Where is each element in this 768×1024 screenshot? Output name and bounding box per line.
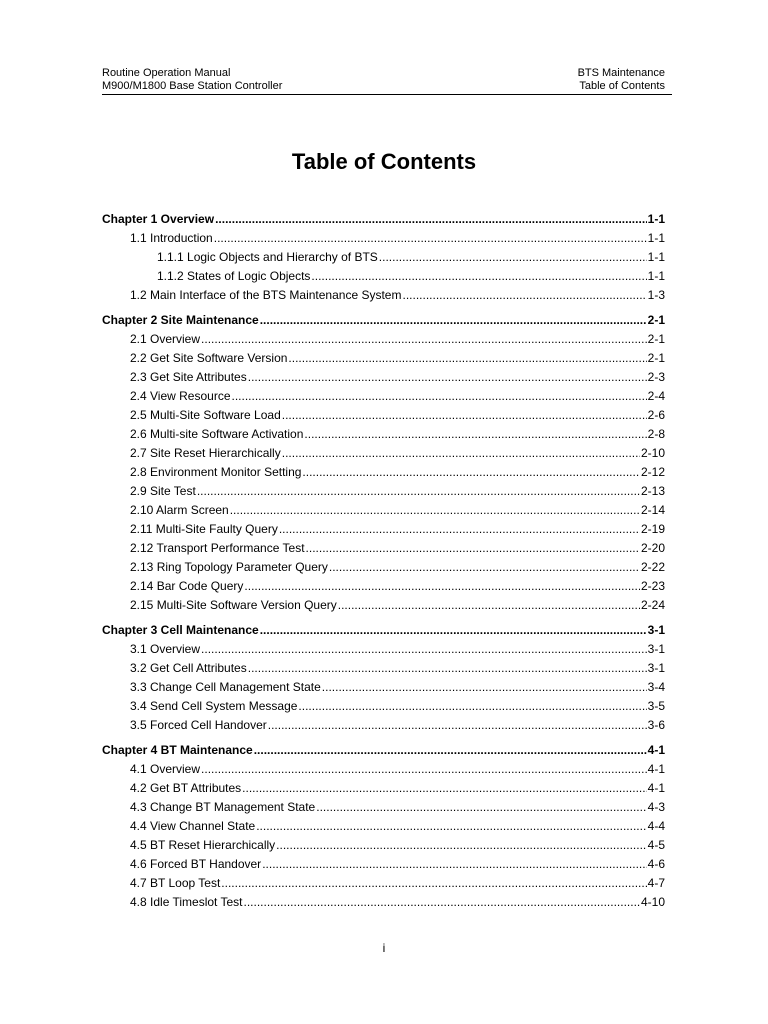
toc-entry-page: 2-19 <box>640 522 665 536</box>
toc-entry-page: 4-7 <box>647 876 665 890</box>
toc-subsection-entry[interactable] <box>102 248 665 267</box>
toc-dot-leader <box>248 659 647 678</box>
toc-entry-title: 2.14 Bar Code Query <box>130 579 244 593</box>
toc-chapter-entry[interactable] <box>102 741 665 760</box>
toc-section-entry[interactable] <box>102 425 665 444</box>
toc-section-entry[interactable] <box>102 444 665 463</box>
toc-dot-leader <box>298 697 646 716</box>
toc-entry-title: 4.3 Change BT Management State <box>130 800 316 814</box>
toc-entry-page: 2-1 <box>647 313 665 327</box>
toc-dot-leader <box>268 716 647 735</box>
toc-entry-title: 2.2 Get Site Software Version <box>130 351 288 365</box>
toc-section-entry[interactable] <box>102 798 665 817</box>
toc-entry-page: 3-1 <box>647 623 665 637</box>
toc-section-entry[interactable] <box>102 558 665 577</box>
toc-entry-page: 2-1 <box>647 332 665 346</box>
toc-dot-leader <box>244 577 640 596</box>
toc-dot-leader <box>214 229 647 248</box>
toc-entry-title: 2.7 Site Reset Hierarchically <box>130 446 281 460</box>
toc-entry-page: 2-6 <box>647 408 665 422</box>
toc-dot-leader <box>254 741 647 760</box>
toc-entry-page: 3-5 <box>647 699 665 713</box>
toc-entry-title: 2.11 Multi-Site Faulty Query <box>130 522 278 536</box>
toc-entry-title: 3.4 Send Cell System Message <box>130 699 298 713</box>
toc-entry-page: 2-22 <box>640 560 665 574</box>
header-section-title: BTS Maintenance <box>577 67 665 79</box>
toc-entry-title: Chapter 3 Cell Maintenance <box>102 623 259 637</box>
toc-subsection-entry[interactable] <box>102 267 665 286</box>
toc-section-entry[interactable] <box>102 482 665 501</box>
toc-dot-leader <box>260 621 647 640</box>
header-section-subtitle: Table of Contents <box>579 80 665 92</box>
toc-entry-title: 2.12 Transport Performance Test <box>130 541 305 555</box>
toc-entry-title: 3.2 Get Cell Attributes <box>130 661 247 675</box>
toc-section-entry[interactable] <box>102 893 665 912</box>
toc-entry-page: 2-8 <box>647 427 665 441</box>
toc-entry-page: 1-1 <box>647 269 665 283</box>
toc-entry-title: 2.15 Multi-Site Software Version Query <box>130 598 337 612</box>
toc-section-entry[interactable] <box>102 855 665 874</box>
toc-entry-title: 2.9 Site Test <box>130 484 196 498</box>
toc-dot-leader <box>232 387 647 406</box>
toc-entry-page: 4-10 <box>640 895 665 909</box>
header-product-name: M900/M1800 Base Station Controller <box>102 80 283 92</box>
toc-section-entry[interactable] <box>102 817 665 836</box>
toc-dot-leader <box>402 286 646 305</box>
toc-entry-page: 2-3 <box>647 370 665 384</box>
toc-entry-title: Chapter 4 BT Maintenance <box>102 743 253 757</box>
toc-entry-page: 3-6 <box>647 718 665 732</box>
toc-dot-leader <box>201 640 647 659</box>
toc-dot-leader <box>379 248 647 267</box>
toc-dot-leader <box>244 893 640 912</box>
toc-chapter-entry[interactable] <box>102 311 665 330</box>
toc-entry-page: 2-23 <box>640 579 665 593</box>
toc-entry-page: 2-1 <box>647 351 665 365</box>
toc-section-entry[interactable] <box>102 387 665 406</box>
header-right <box>578 67 665 93</box>
toc-dot-leader <box>215 210 647 229</box>
toc-entry-page: 4-1 <box>647 743 665 757</box>
toc-entry-page: 4-5 <box>647 838 665 852</box>
toc-section-entry[interactable] <box>102 577 665 596</box>
toc-section-entry[interactable] <box>102 678 665 697</box>
toc-dot-leader <box>329 558 640 577</box>
toc-dot-leader <box>221 874 646 893</box>
toc-dot-leader <box>311 267 646 286</box>
toc-section-entry[interactable] <box>102 330 665 349</box>
toc-section-entry[interactable] <box>102 520 665 539</box>
toc-dot-leader <box>338 596 640 615</box>
toc-dot-leader <box>201 760 647 779</box>
toc-dot-leader <box>260 311 647 330</box>
toc-entry-title: 3.5 Forced Cell Handover <box>130 718 267 732</box>
toc-section-entry[interactable] <box>102 406 665 425</box>
page-title: Table of Contents <box>291 149 477 174</box>
toc-entry-page: 2-4 <box>647 389 665 403</box>
toc-entry-title: 3.3 Change Cell Management State <box>130 680 321 694</box>
toc-entry-page: 4-1 <box>647 781 665 795</box>
toc-entry-page: 2-13 <box>640 484 665 498</box>
toc-dot-leader <box>282 444 640 463</box>
toc-entry-title: 4.5 BT Reset Hierarchically <box>130 838 276 852</box>
toc-dot-leader <box>256 817 646 836</box>
toc-section-entry[interactable] <box>102 640 665 659</box>
toc-dot-leader <box>306 539 640 558</box>
toc-entry-page: 3-1 <box>647 661 665 675</box>
toc-entry-title: Chapter 2 Site Maintenance <box>102 313 259 327</box>
toc-entry-page: 4-1 <box>647 762 665 776</box>
toc-dot-leader <box>248 368 647 387</box>
toc-dot-leader <box>302 463 640 482</box>
toc-entry-page: 4-3 <box>647 800 665 814</box>
toc-dot-leader <box>288 349 646 368</box>
toc-section-entry[interactable] <box>102 659 665 678</box>
toc-section-entry[interactable] <box>102 501 665 520</box>
toc-section-entry[interactable] <box>102 463 665 482</box>
toc-entry-page: 4-4 <box>647 819 665 833</box>
toc-entry-page: 1-3 <box>647 288 665 302</box>
toc-section-entry[interactable] <box>102 539 665 558</box>
toc-dot-leader <box>279 520 640 539</box>
toc-entry-title: 1.1.2 States of Logic Objects <box>157 269 311 283</box>
toc-dot-leader <box>316 798 646 817</box>
toc-entry-title: 2.6 Multi-site Software Activation <box>130 427 304 441</box>
toc-dot-leader <box>197 482 640 501</box>
toc-entry-title: 4.1 Overview <box>130 762 201 776</box>
toc-entry-title: 3.1 Overview <box>130 642 201 656</box>
toc-dot-leader <box>322 678 647 697</box>
toc-section-entry[interactable] <box>102 229 665 248</box>
toc-chapter-entry[interactable] <box>102 621 665 640</box>
toc-entry-page: 2-12 <box>640 465 665 479</box>
toc-list <box>102 210 665 912</box>
toc-entry-title: 2.1 Overview <box>130 332 201 346</box>
toc-section-entry[interactable] <box>102 760 665 779</box>
toc-entry-title: Chapter 1 Overview <box>102 212 215 226</box>
toc-entry-title: 2.4 View Resource <box>130 389 231 403</box>
toc-dot-leader <box>282 406 647 425</box>
toc-entry-page: 1-1 <box>647 212 665 226</box>
toc-entry-title: 4.2 Get BT Attributes <box>130 781 242 795</box>
toc-section-entry[interactable] <box>102 716 665 735</box>
toc-entry-page: 1-1 <box>647 250 665 264</box>
header-manual-title: Routine Operation Manual <box>102 67 231 79</box>
toc-dot-leader <box>304 425 646 444</box>
toc-chapter-entry[interactable] <box>102 210 665 229</box>
page-footer <box>0 941 768 955</box>
toc-section-entry[interactable] <box>102 368 665 387</box>
toc-entry-page: 2-10 <box>640 446 665 460</box>
toc-entry-title: 2.13 Ring Topology Parameter Query <box>130 560 328 574</box>
toc-dot-leader <box>276 836 646 855</box>
toc-entry-page: 3-1 <box>647 642 665 656</box>
toc-entry-page: 3-4 <box>647 680 665 694</box>
toc-entry-page: 4-6 <box>647 857 665 871</box>
toc-section-entry[interactable] <box>102 286 665 305</box>
page-number: i <box>382 941 386 955</box>
toc-section-entry[interactable] <box>102 779 665 798</box>
toc-entry-title: 2.3 Get Site Attributes <box>130 370 247 384</box>
toc-section-entry[interactable] <box>102 874 665 893</box>
toc-section-entry[interactable] <box>102 836 665 855</box>
toc-entry-page: 2-20 <box>640 541 665 555</box>
toc-dot-leader <box>230 501 640 520</box>
header-left <box>102 67 282 93</box>
toc-dot-leader <box>242 779 646 798</box>
toc-entry-title: 1.1 Introduction <box>130 231 213 245</box>
toc-entry-title: 4.8 Idle Timeslot Test <box>130 895 243 909</box>
toc-entry-page: 2-24 <box>640 598 665 612</box>
toc-dot-leader <box>262 855 646 874</box>
page-header <box>102 67 672 95</box>
toc-entry-title: 4.7 BT Loop Test <box>130 876 221 890</box>
toc-entry-page: 2-14 <box>640 503 665 517</box>
toc-entry-title: 2.10 Alarm Screen <box>130 503 229 517</box>
toc-section-entry[interactable] <box>102 697 665 716</box>
toc-entry-title: 2.8 Environment Monitor Setting <box>130 465 302 479</box>
toc-entry-title: 1.2 Main Interface of the BTS Maintenance System <box>130 288 402 302</box>
toc-entry-title: 4.4 View Channel State <box>130 819 256 833</box>
toc-entry-page: 1-1 <box>647 231 665 245</box>
toc-section-entry[interactable] <box>102 596 665 615</box>
toc-entry-title: 2.5 Multi-Site Software Load <box>130 408 281 422</box>
toc-entry-title: 1.1.1 Logic Objects and Hierarchy of BTS <box>157 250 378 264</box>
toc-entry-title: 4.6 Forced BT Handover <box>130 857 262 871</box>
toc-section-entry[interactable] <box>102 349 665 368</box>
toc-dot-leader <box>201 330 647 349</box>
